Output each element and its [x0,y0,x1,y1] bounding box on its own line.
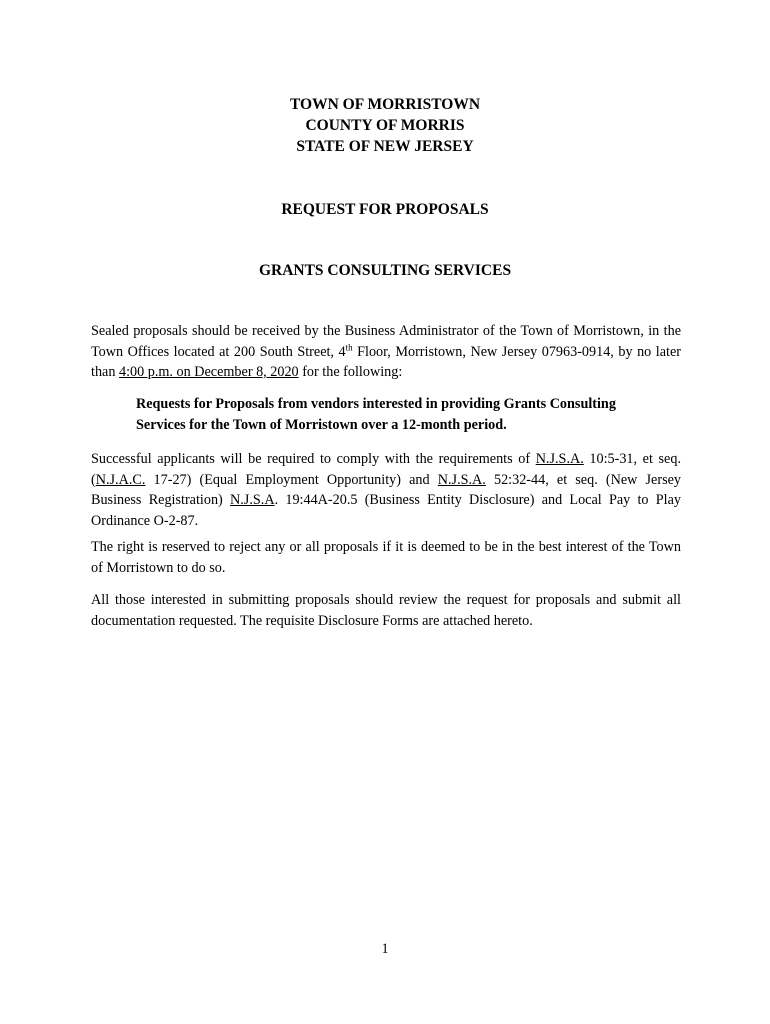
compliance-text-b: 10:5-31, et seq. ( [91,451,681,488]
deadline-text: 4:00 p.m. on December 8, 2020 [118,364,299,380]
submission-text-a: Sealed proposals should be received by the Business Administrator of the Town of Morristown, in the Town Offices located at 200 South Street, 4 [91,323,681,360]
reservation-paragraph: The right is reserved to reject any or all proposals if it is deemed to be in the best interest of the Town of Morristown to do so. [91,539,681,576]
compliance-text-a: Successful applicants will be required to comply with the requirements of [91,451,536,467]
compliance-text-d: 52:32-44, et seq. (New Jersey Business Registration) [91,471,681,508]
page-number: 1 [381,941,389,957]
header-state: STATE OF NEW JERSEY [296,138,474,155]
submission-text-b: Floor, Morristown, New Jersey 07963-0914, by no later than [91,343,681,380]
statute-ref-3: N.J.S.A. [437,471,486,488]
statute-ref-1: N.J.S.A. [535,451,584,467]
ordinal-suffix: th [345,341,353,352]
compliance-text-c: 17-27) (Equal Employment Opportunity) and [145,471,438,488]
compliance-paragraph [91,449,681,531]
instructions-paragraph: All those interested in submitting proposals should review the request for proposals and submit all documentation requested. The requisite Disclosure Forms are attached hereto. [91,592,681,629]
header-county: COUNTY OF MORRIS [305,117,465,134]
scope-statement: Requests for Proposals from vendors interested in providing Grants Consulting Services for the Town of Morristown over a 12-month period. [136,396,616,433]
document-subtitle: GRANTS CONSULTING SERVICES [258,262,512,279]
submission-paragraph [91,321,681,383]
submission-text-c: for the following: [298,364,403,380]
statute-ref-4: N.J.S.A [230,492,275,508]
header-town: TOWN OF MORRISTOWN [289,96,481,113]
statute-ref-2: N.J.A.C. [95,471,146,488]
document-title: REQUEST FOR PROPOSALS [281,201,489,218]
compliance-text-e: . 19:44A-20.5 (Business Entity Disclosure) and Local Pay to Play Ordinance O-2-87. [91,492,681,529]
issuer-header [0,94,770,157]
